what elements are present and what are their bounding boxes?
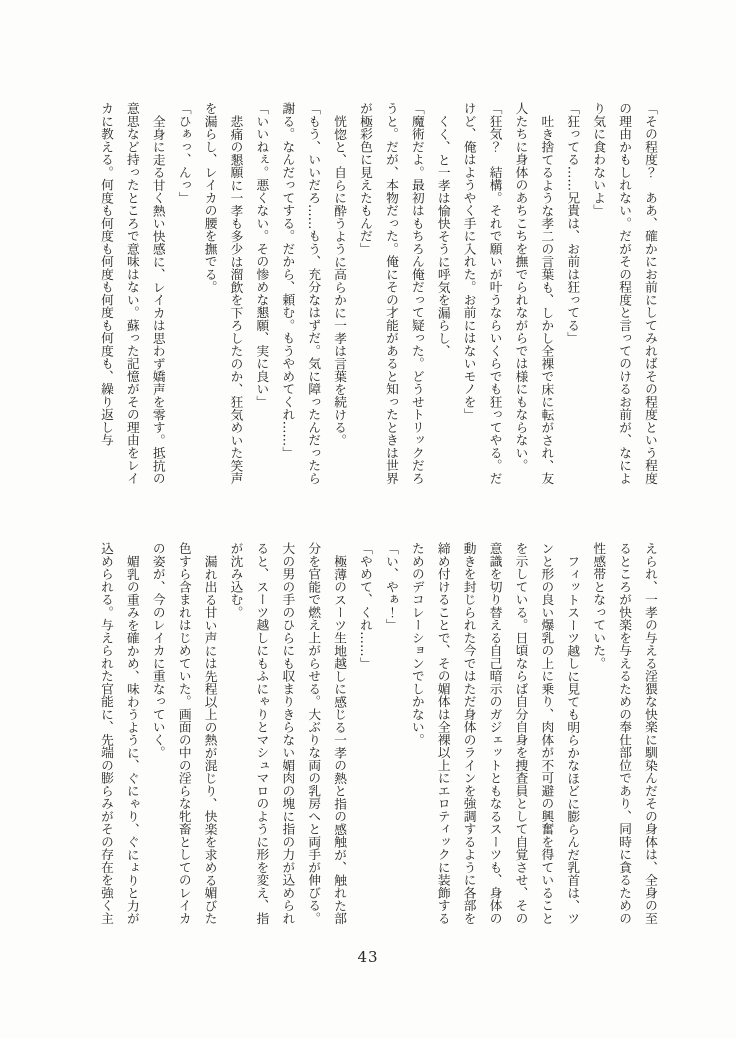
text-line: ると、スーツ越しにもふにゃりとマシュマロのように形を変え、指 (254, 542, 270, 925)
text-line: 人たちに身体のあちこちを撫でられながらでは様にもならない。 (513, 102, 529, 472)
text-line: 分を官能で燃え上がらせる。大ぶりな両の乳房へと両手が伸びる。 (306, 542, 322, 925)
text-line: が極彩色に見えたもんだ」 (358, 102, 374, 255)
text-line: 悲痛の懇願に一孝も多少は溜飲を下ろしたのか、狂気めいた笑声 (228, 114, 244, 485)
text-line: が沈み込む。 (228, 542, 244, 619)
text-line: 意思など持ったところで意味はない。蘇った記憶がその理由をレイ (124, 102, 140, 485)
text-line: 極薄のスーツ生地越しに感じる一孝の熱と指の感触が、触れた部 (332, 554, 348, 925)
text-line: カに教える。何度も何度も何度も何度も何度も、繰り返し与 (98, 102, 114, 447)
text-line: けど、俺はようやく手に入れた。お前にはないモノを」 (461, 102, 477, 421)
text-line: 全身に走る甘く熱い快感に、レイカは思わず嬌声を零す。抵抗の (150, 114, 166, 485)
text-line: 「ひぁっ、んっ」 (176, 102, 192, 204)
text-line: 「魔術だよ。最初はもちろん俺だって疑った。どうせトリックだろ (409, 102, 425, 485)
text-line: を示している。日頃ならば自分自身を捜査員として自覚させ、その (513, 542, 529, 925)
text-line: 「い、やぁ！」 (383, 542, 399, 632)
text-line: 締め付けることで、その媚体は全裸以上にエロティックに装飾する (435, 542, 451, 925)
text-line: 吐き捨てるような孝二の言葉も、しかし全裸で床に転がされ、友 (539, 114, 555, 485)
page-number: 43 (357, 948, 379, 966)
text-line: うと。だが、本物だった。俺にその才能があると知ったときは世界 (383, 102, 399, 485)
text-line: 漏れ出る甘い声には先程以上の熱が混じり、快楽を求める媚びた (202, 554, 218, 925)
text-line: を漏らし、レイカの腰を撫でる。 (202, 102, 218, 294)
text-line: フィットスーツ越しに見ても明らかなほどに膨らんだ乳首は、ツ (565, 554, 581, 925)
text-line: 「やめて、くれ……」 (358, 542, 374, 670)
text-line: 謝る。なんだってする。だから、頼む。もうやめてくれ……」 (280, 102, 296, 459)
text-line: 意識を切り替える自己暗示のガジェットともなるスーツも、身体の (487, 542, 503, 925)
text-line: の理由かもしれない。だがその程度と言ってのけるお前が、なによ (617, 102, 633, 485)
text-line: の姿が、今のレイカに重なっていく。 (150, 542, 166, 759)
text-line: 「いいねぇ。悪くない。その惨めな懇願、実に良い」 (254, 102, 270, 408)
text-line: ためのデコレーションでしかない。 (409, 542, 425, 746)
text-line: 性感帯となっていた。 (591, 542, 607, 670)
text-line: 色すら含まれはじめていた。画面の中の淫らな牝畜としてのレイカ (176, 542, 192, 925)
text-line: 「狂ってる……兄貴は、お前は狂ってる」 (565, 102, 581, 345)
text-block-bottom (91, 542, 663, 928)
text-line: り気に食わないよ」 (591, 102, 607, 217)
text-line: 込められる。与えられた官能に、先端の膨らみがその存在を強く主 (98, 542, 114, 925)
text-line: るところが快楽を与えるための奉仕部位であり、同時に貪るための (617, 542, 633, 925)
text-line: 動きを封じられた今ではただ身体のラインを強調するように各部を (461, 542, 477, 925)
text-line: 恍惚と、自らに酔うように高らかに一孝は言葉を続ける。 (332, 114, 348, 447)
text-line: 「もう、いいだろ……もう、充分なはずだ。気に障ったんだったら (306, 102, 322, 485)
text-line: 「狂気？ 結構。それで願いが叶うならいくらでも狂ってやる。だ (487, 102, 503, 485)
text-line: 「その程度？ ああ、確かにお前にしてみればその程度という程度 (643, 102, 658, 485)
text-block-top (91, 102, 663, 488)
text-line: えられ、一孝の与える淫猥な快楽に馴染んだその身体は、全身の至 (643, 542, 658, 925)
text-line: 媚乳の重みを確かめ、味わうように、ぐにゃり、ぐにょりと力が (124, 554, 140, 925)
text-line: ンと形の良い爆乳の上に乗り、肉体が不可避の興奮を得ていること (539, 542, 555, 925)
text-line: くく、と一孝は愉快そうに呼気を漏らし、 (435, 114, 451, 357)
text-line: 大の男の手のひらにも収まりきらない媚肉の塊に指の力が込められ (280, 542, 296, 925)
